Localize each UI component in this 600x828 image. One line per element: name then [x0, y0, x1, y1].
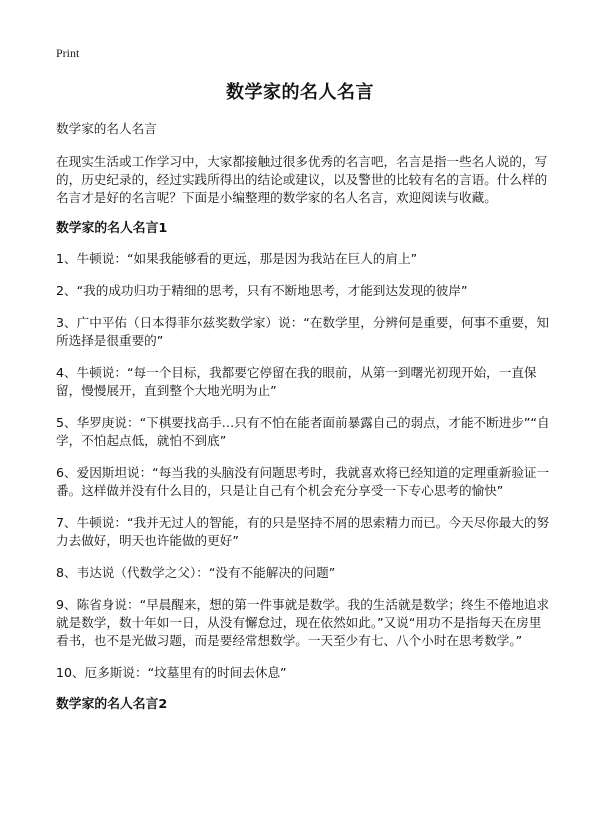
quote-item: 4、牛顿说：“每一个目标，我都要它停留在我的眼前，从第一到曙光初现开始，一直保留，慢慢展开，直到整个大地光明为止” — [56, 365, 537, 398]
page-title: 数学家的名人名言 — [226, 82, 374, 103]
quote-list — [56, 250, 550, 682]
quote-item: 8、韦达说（代数学之父）：“没有不能解决的问题” — [56, 565, 336, 580]
quote-item: 5、华罗庚说：“下棋要找高手…只有不怕在能者面前暴露自己的弱点，才能不断进步”“自学，不怕起点低，就怕不到底” — [56, 415, 550, 448]
section-heading-2: 数学家的名人名言2 — [56, 697, 168, 712]
print-link[interactable]: Print — [56, 46, 80, 60]
quote-item: 7、牛顿说：“我并无过人的智能，有的只是坚持不屑的思索精力而已。今天尽你最大的努力去做好，明天也许能做的更好” — [56, 515, 550, 548]
quote-item: 9、陈省身说：“早晨醒来，想的第一件事就是数学。我的生活就是数学；终生不倦地追求就是数学，数十年如一日，从没有懈怠过，现在依然如此。”又说“用功不是指每天在房里看书，也不是光做习题，而是要经常想数学。一天至少有七、八个小时在思考数学。” — [56, 597, 550, 648]
quote-item: 10、厄多斯说：“坟墓里有的时间去休息” — [56, 665, 287, 680]
quote-item: 6、爱因斯坦说：“每当我的头脑没有问题思考时，我就喜欢将已经知道的定理重新验证一番。这样做并没有什么目的，只是让自己有个机会充分享受一下专心思考的愉快” — [56, 465, 550, 498]
article-subtitle: 数学家的名人名言 — [56, 121, 157, 136]
intro-paragraph: 在现实生活或工作学习中，大家都接触过很多优秀的名言吧，名言是指一些名人说的，写的，历史纪录的，经过实践所得出的结论或建议，以及警世的比较有名的言语。什么样的名言才是好的名言呢？下面是小编整理的数学家的名人名言，欢迎阅读与收藏。 — [56, 154, 548, 205]
quote-item: 3、广中平佑（日本得菲尔兹奖数学家）说：“在数学里，分辨何是重要，何事不重要，知所选择是很重要的” — [56, 315, 550, 348]
quote-item: 2、“我的成功归功于精细的思考，只有不断地思考，才能到达发现的彼岸” — [56, 283, 468, 298]
quote-item: 1、牛顿说：“如果我能够看的更远，那是因为我站在巨人的肩上” — [56, 251, 418, 266]
section-heading-1: 数学家的名人名言1 — [56, 221, 168, 236]
article-body — [56, 120, 550, 726]
